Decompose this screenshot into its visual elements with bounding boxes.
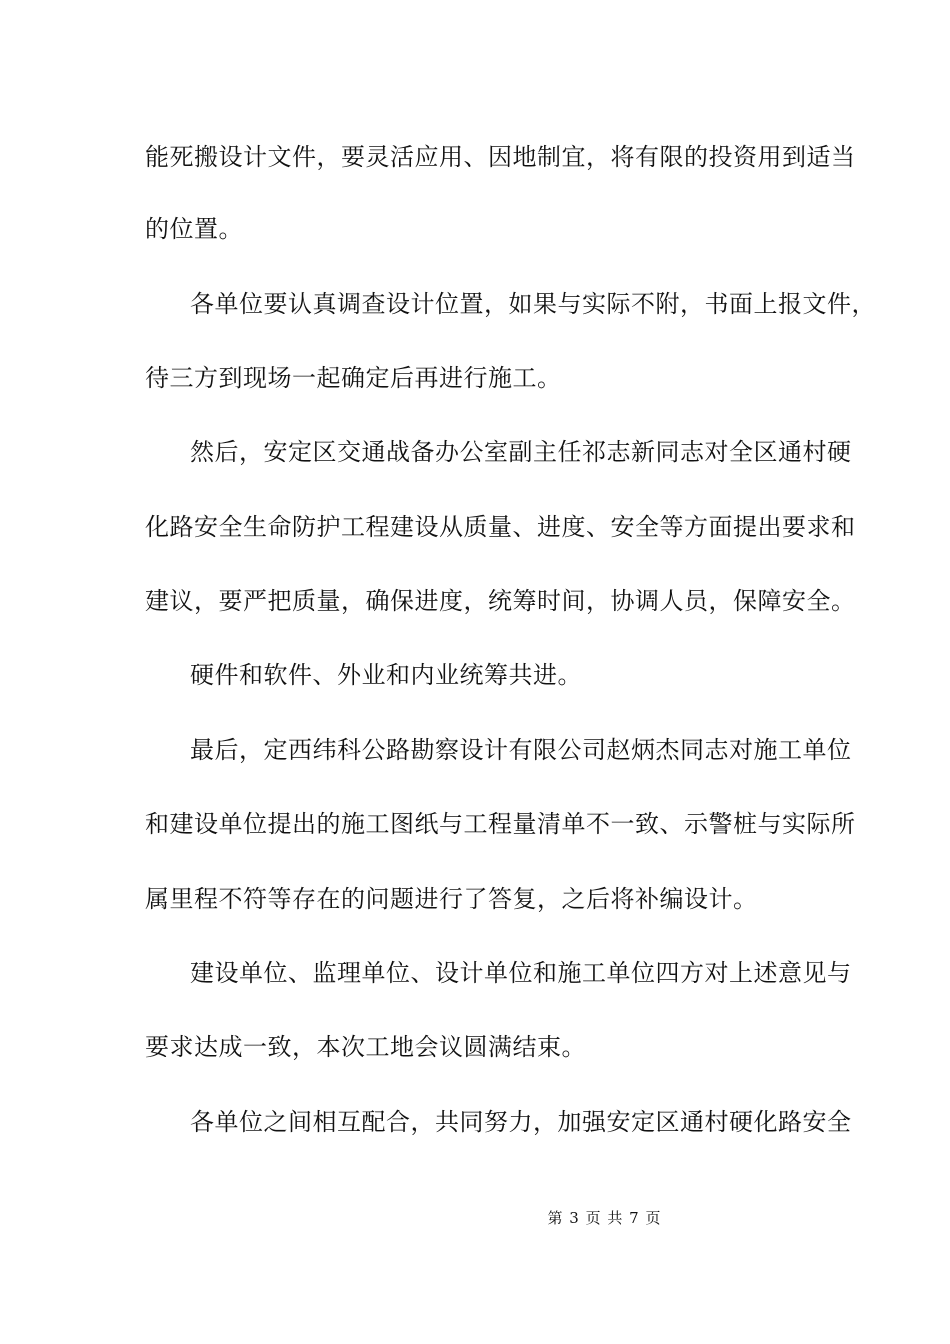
paragraph-first-line: 建设单位、监理单位、设计单位和施工单位四方对上述意见与 xyxy=(190,959,852,987)
body-line: 化路安全生命防护工程建设从质量、进度、安全等方面提出要求和 xyxy=(145,513,856,541)
paragraph-first-line: 然后，安定区交通战备办公室副主任祁志新同志对全区通村硬 xyxy=(190,438,852,466)
body-line: 能死搬设计文件，要灵活应用、因地制宜，将有限的投资用到适当 xyxy=(145,143,856,171)
body-line: 待三方到现场一起确定后再进行施工。 xyxy=(145,364,562,392)
page-number-footer: 第 3 页 共 7 页 xyxy=(547,1209,661,1227)
body-line: 要求达成一致，本次工地会议圆满结束。 xyxy=(145,1033,586,1061)
body-line: 属里程不符等存在的问题进行了答复，之后将补编设计。 xyxy=(145,885,758,913)
paragraph-first-line: 各单位要认真调查设计位置，如果与实际不附，书面上报文件， xyxy=(190,290,876,318)
body-line: 和建设单位提出的施工图纸与工程量清单不一致、示警桩与实际所 xyxy=(145,810,856,838)
body-line: 建议，要严把质量，确保进度，统筹时间，协调人员，保障安全。 xyxy=(145,587,856,615)
paragraph-first-line: 最后，定西纬科公路勘察设计有限公司赵炳杰同志对施工单位 xyxy=(190,736,852,764)
paragraph-first-line: 各单位之间相互配合，共同努力，加强安定区通村硬化路安全 xyxy=(190,1108,852,1136)
paragraph-first-line: 硬件和软件、外业和内业统筹共进。 xyxy=(190,661,582,689)
body-line: 的位置。 xyxy=(145,215,243,243)
